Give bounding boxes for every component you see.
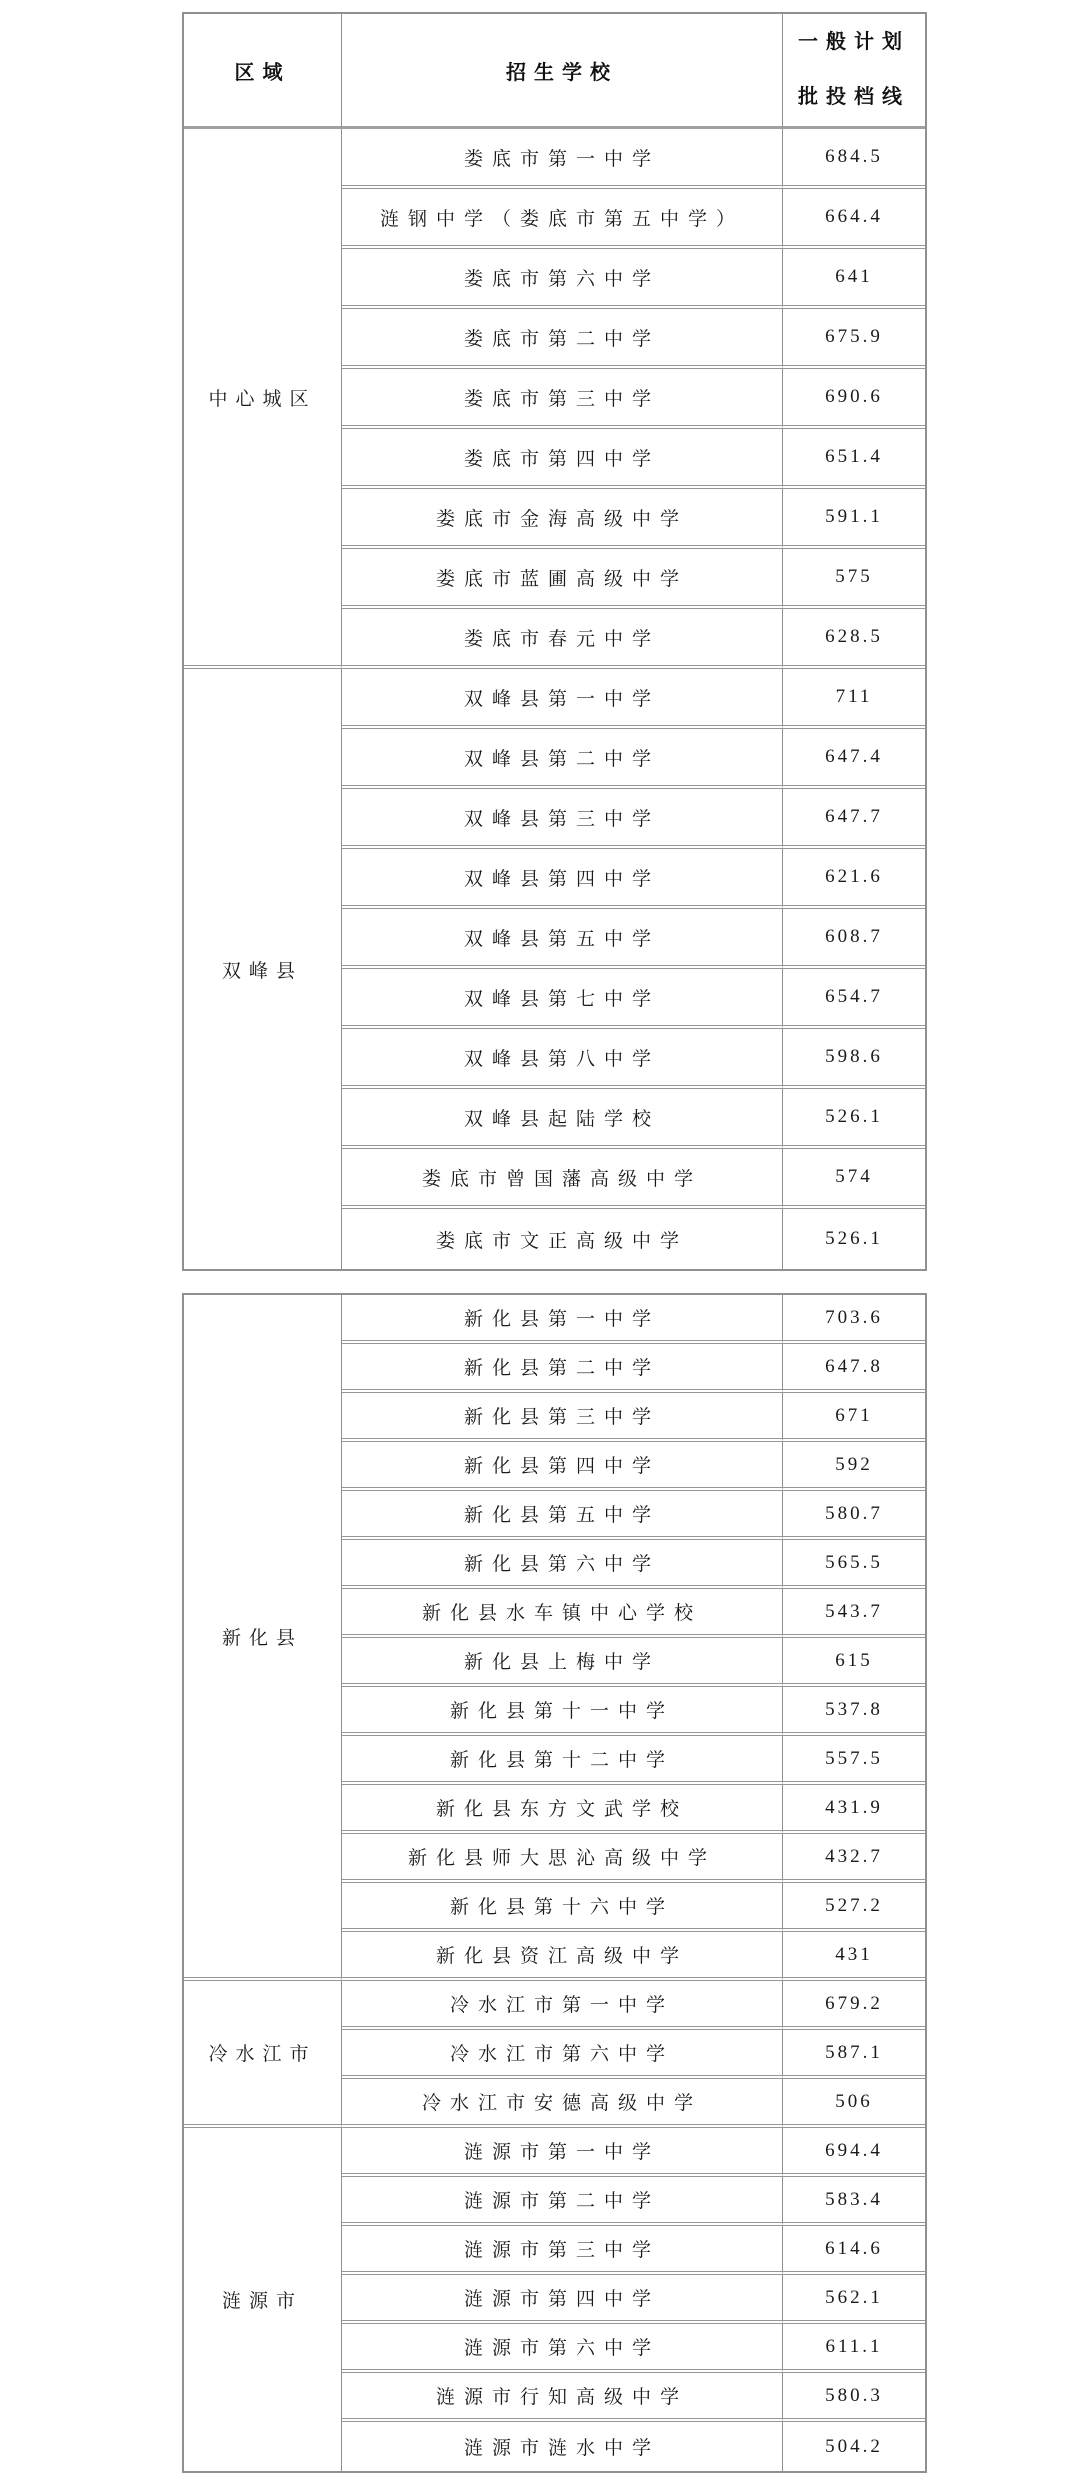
school-cell: 娄底市文正高级中学: [342, 1209, 783, 1269]
table-row: [184, 2128, 925, 2177]
school-cell: 双峰县第七中学: [342, 969, 783, 1029]
score-cell: 675.9: [783, 309, 925, 369]
score-cell: 647.7: [783, 789, 925, 849]
score-cell: 562.1: [783, 2275, 925, 2324]
school-cell: 双峰县第四中学: [342, 849, 783, 909]
school-cell: 娄底市金海高级中学: [342, 489, 783, 549]
score-cell: 574: [783, 1149, 925, 1209]
table-row: [184, 669, 925, 729]
school-cell: 新化县师大思沁高级中学: [342, 1834, 783, 1883]
score-cell: 592: [783, 1442, 925, 1491]
score-cell: 703.6: [783, 1295, 925, 1344]
score-cell: 614.6: [783, 2226, 925, 2275]
score-cell: 591.1: [783, 489, 925, 549]
school-cell: 娄底市第三中学: [342, 369, 783, 429]
school-cell: 娄底市曾国藩高级中学: [342, 1149, 783, 1209]
school-cell: 娄底市第六中学: [342, 249, 783, 309]
score-cell: 679.2: [783, 1981, 925, 2030]
school-cell: 涟源市行知高级中学: [342, 2373, 783, 2422]
school-cell: 新化县第三中学: [342, 1393, 783, 1442]
region-cell: 双峰县: [184, 669, 342, 1269]
score-cell: 526.1: [783, 1209, 925, 1269]
school-cell: 新化县第二中学: [342, 1344, 783, 1393]
score-cell: 608.7: [783, 909, 925, 969]
school-cell: 涟源市第六中学: [342, 2324, 783, 2373]
score-cell: 654.7: [783, 969, 925, 1029]
school-cell: 新化县上梅中学: [342, 1638, 783, 1687]
score-cell: 580.7: [783, 1491, 925, 1540]
school-cell: 娄底市蓝圃高级中学: [342, 549, 783, 609]
score-cell: 431: [783, 1932, 925, 1981]
school-cell: 新化县第十二中学: [342, 1736, 783, 1785]
score-cell: 537.8: [783, 1687, 925, 1736]
header-score: [783, 14, 925, 129]
school-cell: 新化县第十一中学: [342, 1687, 783, 1736]
school-cell: 新化县资江高级中学: [342, 1932, 783, 1981]
score-cell: 647.4: [783, 729, 925, 789]
score-cell: 565.5: [783, 1540, 925, 1589]
school-cell: 新化县第一中学: [342, 1295, 783, 1344]
school-cell: 涟源市第一中学: [342, 2128, 783, 2177]
table-row: [184, 129, 925, 189]
school-cell: 娄底市第四中学: [342, 429, 783, 489]
score-cell: 543.7: [783, 1589, 925, 1638]
table-header-row: [184, 14, 925, 129]
table-row: [184, 1295, 925, 1344]
school-cell: 冷水江市安德高级中学: [342, 2079, 783, 2128]
school-cell: 涟源市涟水中学: [342, 2422, 783, 2471]
score-cell: 432.7: [783, 1834, 925, 1883]
school-cell: 双峰县第八中学: [342, 1029, 783, 1089]
school-cell: 涟源市第二中学: [342, 2177, 783, 2226]
score-cell: 651.4: [783, 429, 925, 489]
score-cell: 711: [783, 669, 925, 729]
school-cell: 娄底市第一中学: [342, 129, 783, 189]
score-cell: 690.6: [783, 369, 925, 429]
score-cell: 575: [783, 549, 925, 609]
score-cell: 431.9: [783, 1785, 925, 1834]
score-cell: 506: [783, 2079, 925, 2128]
score-cell: 504.2: [783, 2422, 925, 2471]
school-cell: 双峰县第一中学: [342, 669, 783, 729]
score-cell: 615: [783, 1638, 925, 1687]
score-cell: 641: [783, 249, 925, 309]
school-cell: 新化县东方文武学校: [342, 1785, 783, 1834]
region-cell: 中心城区: [184, 129, 342, 669]
school-cell: 新化县水车镇中心学校: [342, 1589, 783, 1638]
table-row: [184, 1981, 925, 2030]
region-cell: 新化县: [184, 1295, 342, 1981]
school-cell: 新化县第四中学: [342, 1442, 783, 1491]
school-cell: 娄底市春元中学: [342, 609, 783, 669]
score-cell: 557.5: [783, 1736, 925, 1785]
school-cell: 双峰县起陆学校: [342, 1089, 783, 1149]
score-cell: 628.5: [783, 609, 925, 669]
school-cell: 涟源市第四中学: [342, 2275, 783, 2324]
score-cell: 583.4: [783, 2177, 925, 2226]
score-cell: 671: [783, 1393, 925, 1442]
header-score-line1: 一般计划: [798, 31, 910, 53]
school-cell: 涟源市第三中学: [342, 2226, 783, 2275]
score-cell: 526.1: [783, 1089, 925, 1149]
school-cell: 冷水江市第一中学: [342, 1981, 783, 2030]
score-cell: 580.3: [783, 2373, 925, 2422]
admission-table-1: [182, 12, 927, 1271]
school-cell: 新化县第十六中学: [342, 1883, 783, 1932]
score-cell: 694.4: [783, 2128, 925, 2177]
school-cell: 娄底市第二中学: [342, 309, 783, 369]
school-cell: 双峰县第五中学: [342, 909, 783, 969]
score-cell: 647.8: [783, 1344, 925, 1393]
school-cell: 双峰县第二中学: [342, 729, 783, 789]
school-cell: 新化县第五中学: [342, 1491, 783, 1540]
header-score-line2: 批投档线: [798, 86, 910, 108]
header-school: 招生学校: [342, 14, 783, 129]
header-region: 区域: [184, 14, 342, 129]
score-cell: 621.6: [783, 849, 925, 909]
admission-table-2: [182, 1293, 927, 2473]
region-cell: 涟源市: [184, 2128, 342, 2471]
school-cell: 冷水江市第六中学: [342, 2030, 783, 2079]
school-cell: 涟钢中学（娄底市第五中学）: [342, 189, 783, 249]
school-cell: 新化县第六中学: [342, 1540, 783, 1589]
score-cell: 527.2: [783, 1883, 925, 1932]
score-cell: 664.4: [783, 189, 925, 249]
score-cell: 587.1: [783, 2030, 925, 2079]
score-cell: 598.6: [783, 1029, 925, 1089]
region-cell: 冷水江市: [184, 1981, 342, 2128]
school-cell: 双峰县第三中学: [342, 789, 783, 849]
score-cell: 611.1: [783, 2324, 925, 2373]
score-cell: 684.5: [783, 129, 925, 189]
